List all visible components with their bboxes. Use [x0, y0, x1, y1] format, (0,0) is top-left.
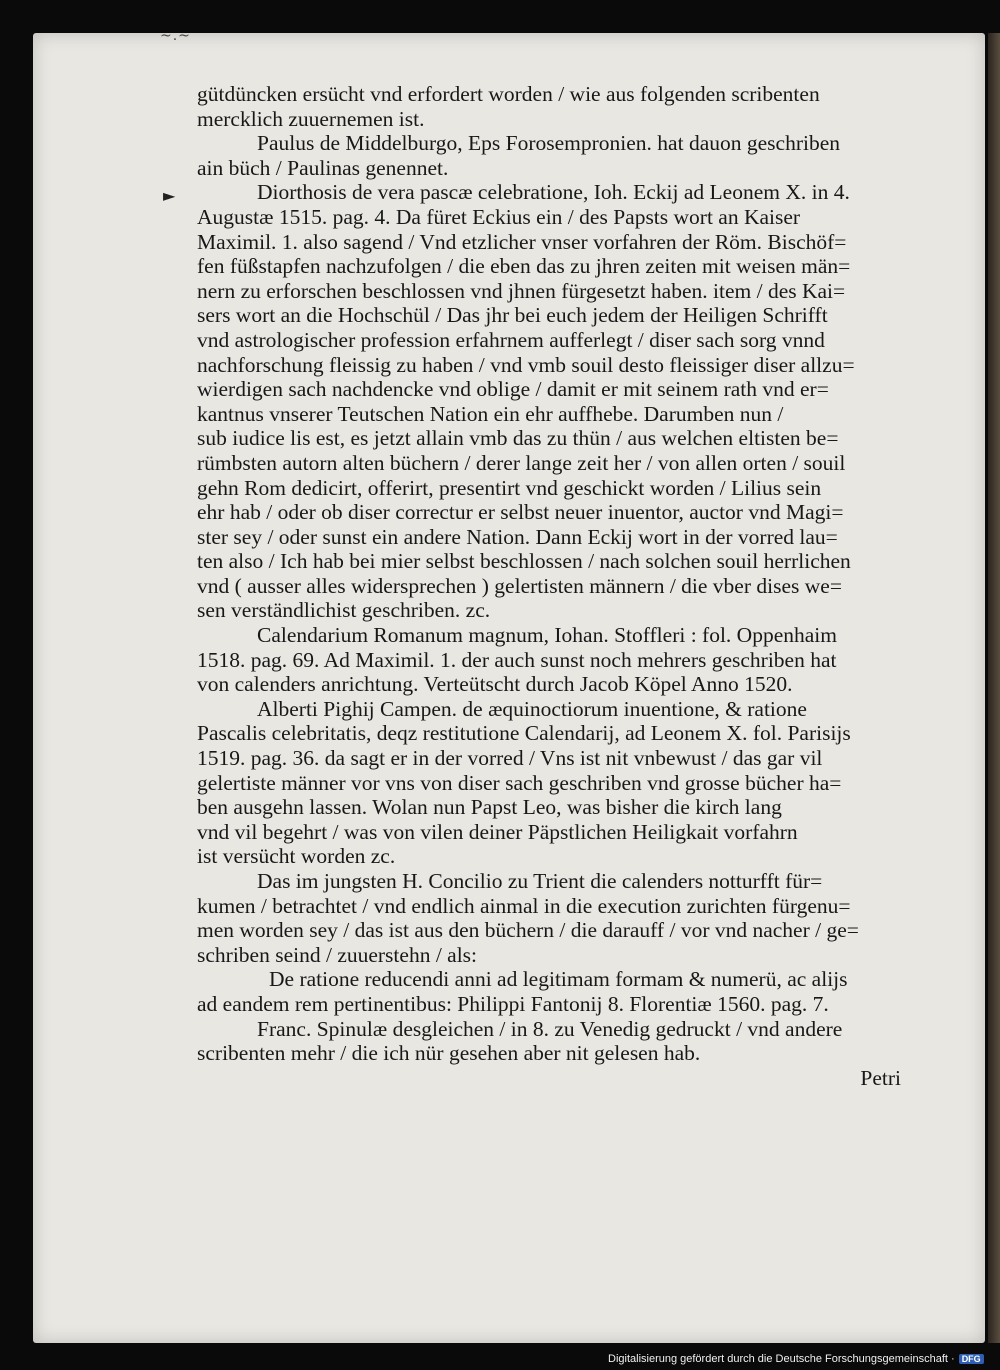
text-line: vnd vil begehrt / was von vilen deiner Päpstlichen Heiligkait vorfahrn	[197, 819, 798, 844]
text-line: Franc. Spinulæ desgleichen / in 8. zu Venedig gedruckt / vnd andere	[257, 1016, 843, 1041]
footer-text: Digitalisierung gefördert durch die Deutsche Forschungsgemeinschaft ·	[608, 1353, 955, 1365]
text-line: Paulus de Middelburgo, Eps Forosempronien. hat dauon geschriben	[257, 131, 840, 156]
text-line: kantnus vnserer Teutschen Nation ein ehr auffhebe. Darumben nun /	[197, 401, 784, 426]
text-line: 1519. pag. 36. da sagt er in der vorred / Vns ist nit vnbewust / das gar vil	[197, 746, 823, 771]
text-line: Calendarium Romanum magnum, Iohan. Stoffleri : fol. Oppenhaim	[257, 623, 837, 648]
text-line: ain büch / Paulinas genennet.	[197, 155, 449, 180]
dfg-logo: DFG	[959, 1354, 984, 1364]
catchword: Petri	[860, 1065, 901, 1090]
page-mark: ~.~	[160, 28, 191, 44]
text-line: Das im jungsten H. Concilio zu Trient die calenders notturfft für=	[257, 869, 823, 893]
text-line: sen verständlichist geschriben. zc.	[197, 598, 491, 623]
text-line: vnd ( ausser alles widersprechen ) gelertisten männern / die vber dises we=	[197, 573, 842, 598]
text-line: von calenders anrichtung. Verteütscht durch Jacob Köpel Anno 1520.	[197, 672, 793, 697]
text-line: sers wort an die Hochschül / Das jhr bei euch jedem der Heiligen Schrifft	[197, 303, 828, 328]
text-line: vnd astrologischer profession erfahrnem aufferlegt / diser sach sorg vnnd	[197, 327, 825, 352]
text-line: 1518. pag. 69. Ad Maximil. 1. der auch sunst noch mehrers geschriben hat	[197, 647, 837, 672]
body-text	[197, 82, 907, 1090]
text-line: kumen / betrachtet / vnd endlich ainmal in die execution zurichten fürgenu=	[197, 893, 851, 918]
text-line: ist versücht worden zc.	[197, 844, 396, 869]
text-line: Pascalis celebritatis, deqz restitutione Calendarij, ad Leonem X. fol. Parisijs	[197, 721, 851, 746]
text-line: wierdigen sach nachdencke vnd oblige / damit er mit seinem rath vnd er=	[197, 377, 829, 402]
text-line: De ratione reducendi anni ad legitimam formam & numerü, ac alijs	[269, 967, 848, 992]
text-line: mercklich zuuernemen ist.	[197, 106, 425, 131]
text-line: ad eandem rem pertinentibus: Philippi Fantonij 8. Florentiæ 1560. pag. 7.	[197, 991, 829, 1016]
text-line: Augustæ 1515. pag. 4. Da füret Eckius ein / des Papsts wort an Kaiser	[197, 204, 801, 229]
text-line: schriben seind / zuuerstehn / als:	[197, 942, 478, 967]
text-line: nern zu erforschen beschlossen vnd jhnen fürgesetzt haben. item / des Kai=	[197, 278, 846, 303]
text-line: gehn Rom dedicirt, offerirt, presentirt vnd geschickt worden / Lilius sein	[197, 475, 822, 500]
text-line: ten also / Ich hab bei mier selbst beschlossen / nach solchen souil herrlichen	[197, 549, 851, 574]
text-line: gelertiste männer vor vns von diser sach geschriben vnd grosse bücher ha=	[197, 770, 842, 795]
footer	[608, 1353, 984, 1365]
text-line: ster sey / oder sunst ein andere Nation. Dann Eckij wort in der vorred lau=	[197, 524, 838, 549]
text-line: nachforschung fleissig zu haben / vnd vmb souil desto fleissiger diser allzu=	[197, 352, 855, 377]
book-spine	[988, 33, 1000, 1343]
text-line: fen füßstapfen nachzufolgen / die eben das zu jhren zeiten mit weisen män=	[197, 254, 851, 279]
text-line: rümbsten autorn alten büchern / derer lange zeit her / von allen orten / souil	[197, 450, 846, 475]
text-line: Diorthosis de vera pascæ celebratione, Ioh. Eckij ad Leonem X. in 4.	[257, 180, 850, 205]
text-line: ben ausgehn lassen. Wolan nun Papst Leo, was bisher die kirch lang	[197, 795, 782, 820]
text-line: sub iudice lis est, es jetzt allain vmb das zu thün / aus welchen eltisten be=	[197, 426, 839, 451]
marginal-marker: ►	[163, 186, 176, 205]
text-line: Alberti Pighij Campen. de æquinoctiorum inuentione, & ratione	[257, 696, 807, 721]
text-line: Maximil. 1. also sagend / Vnd etzlicher vnser vorfahren der Röm. Bischöf=	[197, 229, 847, 254]
text-line: ehr hab / oder ob diser correctur er selbst neuer inuentor, auctor vnd Magi=	[197, 500, 844, 525]
text-line: gütdüncken ersücht vnd erfordert worden / wie aus folgenden scribenten	[197, 82, 820, 106]
text-line: men worden sey / das ist aus den büchern / die darauff / vor vnd nacher / ge=	[197, 918, 859, 943]
text-line: scribenten mehr / die ich nür gesehen aber nit gelesen hab.	[197, 1041, 701, 1066]
